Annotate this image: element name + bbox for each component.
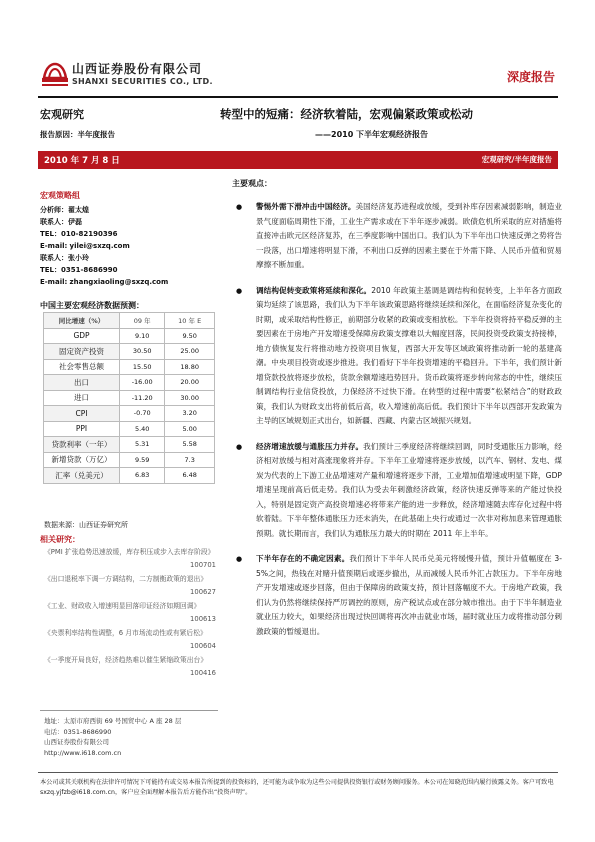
point-lead: 调结构促转变政策将延续和深化。 [256,285,372,295]
report-date: 2010 年 7 月 8 日 [44,156,120,166]
point-text: 2010 年政策主基调是调结构和促转变，上半年各方面政策均延续了该思路，我们认为下半年该政策思路将继续延续和深化，在面临经济复杂变化的时期，或采取结构性修正，前期部分收紧的政策或变相放松。下半年投资将持平稳反弹的主要因素在于房地产开发增速受保障房政策支撑难以大幅度回落，民间投资受政策支持接棒，地方债恢复发行将推动地方投资项目恢复，西部大开发等区域政策将推动新一轮的基建高潮。中央项目投资或逐步推进。我们看好下半年投资增速的平稳回升。下半年，我们预计新增贷款投放将逐步放松，货款余额增速趋势回升。货币政策将逐步转向常态的中性，继续压制调结构行业信贷投放，力保经济不过快下滑。在转型的过程中需要“松紧结合”的财政政策，我们认为财政支出将前低后高，收入增速前高后低。我们预计下半年以西部开发政策为主导的区域规划正式出台，如新疆、西藏、内蒙古区域振兴规划。 [256,285,563,425]
left-divider [40,710,218,711]
table-row: 社会零售总额 15.50 18.80 [44,359,215,375]
report-reason: 报告原因：半年度报告 [40,130,115,139]
contact-line: TEL：010-82190396 [40,230,118,238]
point-lead: 经济增速放缓与通胀压力并存。 [256,441,364,451]
contact-line: 分析师：翟太煌 [40,206,89,214]
table-row: 进口 -11.20 30.00 [44,390,215,406]
point-paragraph [232,440,562,542]
bullet-icon: ● [236,286,243,295]
related-item[interactable]: 《出口退税率下调一方调结构，二方制衡政策的退出》 100627 [44,573,216,598]
point-text: 我们预计下半年人民币兑美元将缓慢升值，预计升值幅度在 3-5%之间，热钱在对赌升值预期后或逐步撤出，从而减缓人民币外汇占款压力。下半年房地产开发增速或逐步回落，但由于保障房的政策支持，预计回落幅度不大。于房地产政策，我们认为仍然将继续保持严厉调控的原则，房产税试点或在部分城市推出。由于下半年制造业就业压力较大，如果经济出现过快回调将再次冲击就业市场，届时就业压力或将推动部分刺激政策的暂缓退出。 [256,554,563,636]
bullet-icon: ● [236,203,243,211]
table-row: 新增贷款（万亿） 9.59 7.3 [44,452,215,468]
related-item[interactable]: 《央票利率结构性调整，6 月市场流动性或有紧后松》 100604 [44,627,216,652]
table-row: GDP 9.10 9.50 [44,328,215,344]
related-item-number: 100627 [190,587,216,596]
table-row: 汇率（兑美元） 6.83 6.48 [44,468,215,484]
main-points [232,178,562,639]
point-lead: 下半年存在的不确定因素。 [256,554,350,563]
footer-divider [38,772,558,773]
disclaimer: 本公司或其关联机构在法律许可情况下可能持有或交易本报告所提到的投资标的，还可能为或争取为这些公司提供投资银行或财务顾问服务。本公司在知晓范围内履行披露义务。客户可致电 sxzq.yjfzb@i618.com.cn，客户应全面理解本报告后方能作出“投资声明”。 [40,779,554,796]
point-paragraph [232,200,562,273]
bullet-icon: ● [236,555,243,563]
point-text: 美国经济复苏进程或放缓，受到补库存因素减弱影响，制造业景气度面临周期性下滑，工业生产需求或在下半年逐步减弱。欧债危机所采取的应对措施将直接冲击欧元区经济复苏，在三季度影响中国出口。我们认为下半年出口快速反弹之势将告一段落，出口增速将明显下滑，不利出口反弹的因素主要在于外需下降、人民币升值和贸易摩擦不断加重。 [256,202,562,269]
company-name-cn: 山西证券股份有限公司 [72,62,203,76]
related-item[interactable]: 《PMI 扩张趋势迅速放缓，库存积压或步入去库存阶段》 100701 [44,546,216,571]
related-item[interactable]: 《工业、财政收入增速明显回落印证经济如期回调》 100613 [44,600,216,625]
phone-line: 电话：0351-8686990 [44,727,112,736]
table-header-row: 同比增速（%） 09 年 10 年 E [44,313,215,329]
related-item-number: 100604 [190,641,216,650]
macro-table-title: 中国主要宏观经济数据预测： [40,301,144,310]
point-text: 我们预计三季度经济将继续回调，同时受通胀压力影响，经济相对放缓与相对高涨现象将并存。下半年工业增速将逐步放缓，以汽车、钢材、发电、煤炭为代表的上下游工业品增速对产量和增速将逐步下滑，工业增加值增速或明显下降，GDP 增速呈现前高后低走势。我们认为受去年刺激经济政策，经济快速反弹等来的产能过快投入，特别是固定资产高投资增速必将带来产能的进一步释放，经济增速随去库存化过程中将软着陆。下半年整体通胀压力还未消失，在此基础上央行或通过一次非对称加息来管理通胀预期。就长期而言，我们认为通胀压力最大的时期在 2011 年上半年。 [256,441,563,538]
contact-line: 联系人：伊磊 [40,218,82,226]
contact-line: TEL：0351-8686990 [40,266,118,274]
page-title: 转型中的短痛：经济软着陆，宏观偏紧政策或松动 [220,107,473,121]
macro-forecast-table [43,312,215,484]
related-item[interactable]: 《一季度开局良好，经济趋热难以催生紧缩政策出台》 100416 [44,654,216,679]
company-line: 山西证券股份有限公司 [44,738,109,746]
table-row: 贷款利率（一年） 5.31 5.58 [44,437,215,453]
company-name-en: SHANXI SECURITIES CO., LTD. [72,77,213,86]
data-source: 数据来源：山西证券研究所 [44,521,128,529]
table-row: CPI -0.70 3.20 [44,406,215,422]
main-points-title: 主要观点： [232,179,272,188]
related-research-title: 相关研究： [40,535,80,544]
contact-line[interactable]: E-mail: yilei@sxzq.com [40,242,130,250]
address-block [44,716,181,758]
strategy-group-title: 宏观策略组 [40,191,80,200]
contact-list [40,204,218,288]
table-row: 出口 -16.00 20.00 [44,375,215,391]
report-category: 宏观研究 [40,108,84,121]
page-subtitle: ——2010 下半年宏观经济报告 [315,130,429,139]
website-link[interactable]: http://www.i618.com.cn [44,748,122,757]
analyst-info [40,177,218,288]
report-type: 深度报告 [506,70,555,84]
header-divider [38,96,558,98]
related-item-number: 100416 [190,668,216,677]
address-line: 地址：太原市府西街 69 号国贸中心 A 座 28 层 [44,717,182,725]
related-research-list [44,546,216,681]
bullet-icon: ● [236,442,243,451]
related-item-number: 100613 [190,614,216,623]
category-tag: 宏观研究/半年度报告 [481,155,552,164]
contact-line: 联系人：张小玲 [40,254,89,262]
company-logo-icon [40,60,70,90]
table-row: PPI 5.40 5.00 [44,421,215,437]
table-row: 固定资产投资 30.50 25.00 [44,344,215,360]
point-paragraph [232,552,562,639]
date-bar [38,151,558,169]
point-lead: 警惕外需下滑冲击中国经济。 [256,202,356,211]
related-item-number: 100701 [190,560,216,569]
contact-line[interactable]: E-mail: zhangxiaoling@sxzq.com [40,278,169,286]
point-paragraph [232,284,562,429]
